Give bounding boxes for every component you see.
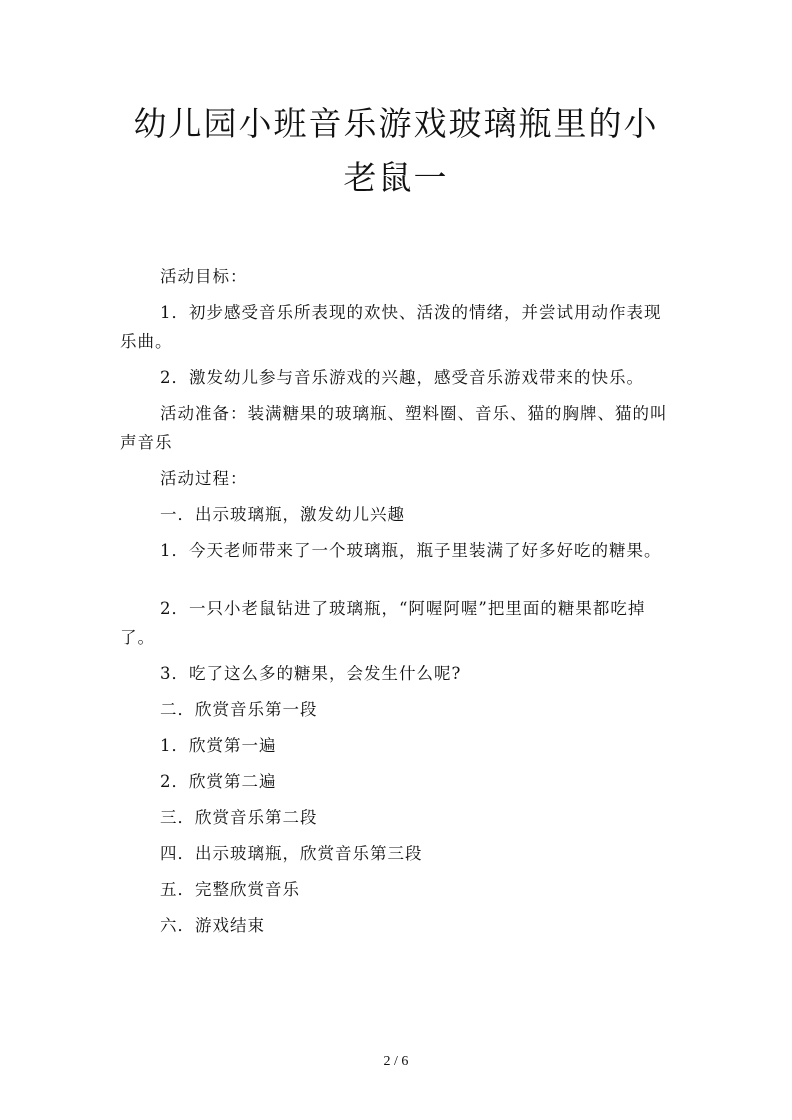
paragraph-section-3: 三．欣赏音乐第二段: [160, 808, 318, 827]
paragraph-objective-1: 1．初步感受音乐所表现的欢快、活泼的情绪，并尝试用动作表现乐曲。: [120, 303, 662, 351]
paragraph-preparation: 活动准备：装满糖果的玻璃瓶、塑料圈、音乐、猫的胸牌、猫的叫声音乐: [120, 404, 668, 452]
paragraph-step-2-2: 2．欣赏第二遍: [160, 772, 277, 791]
page-number: 2 / 6: [383, 1054, 409, 1069]
paragraph-objective-2: 2．激发幼儿参与音乐游戏的兴趣，感受音乐游戏带来的快乐。: [160, 368, 644, 387]
paragraph-step-1-3: 3．吃了这么多的糖果，会发生什么呢?: [160, 664, 462, 683]
paragraph-step-1-1: 1．今天老师带来了一个玻璃瓶，瓶子里装满了好多好吃的糖果。: [160, 541, 662, 560]
paragraph-section-2: 二．欣赏音乐第一段: [160, 700, 318, 719]
paragraph-step-1-2: 2．一只小老鼠钻进了玻璃瓶，“阿喔阿喔”把里面的糖果都吃掉了。: [120, 599, 646, 647]
paragraph-step-2-1: 1．欣赏第一遍: [160, 736, 277, 755]
paragraph-objectives-heading: 活动目标：: [160, 267, 248, 286]
paragraph-section-6: 六．游戏结束: [160, 916, 265, 935]
document-title-line2: 老鼠一: [343, 158, 449, 197]
paragraph-section-5: 五．完整欣赏音乐: [160, 880, 300, 899]
document-title-line1: 幼儿园小班音乐游戏玻璃瓶里的小: [133, 104, 659, 143]
paragraph-process-heading: 活动过程：: [160, 469, 248, 488]
paragraph-section-4: 四．出示玻璃瓶，欣赏音乐第三段: [160, 844, 423, 863]
paragraph-section-1: 一．出示玻璃瓶，激发幼儿兴趣: [160, 505, 405, 524]
document-body: [120, 262, 675, 947]
